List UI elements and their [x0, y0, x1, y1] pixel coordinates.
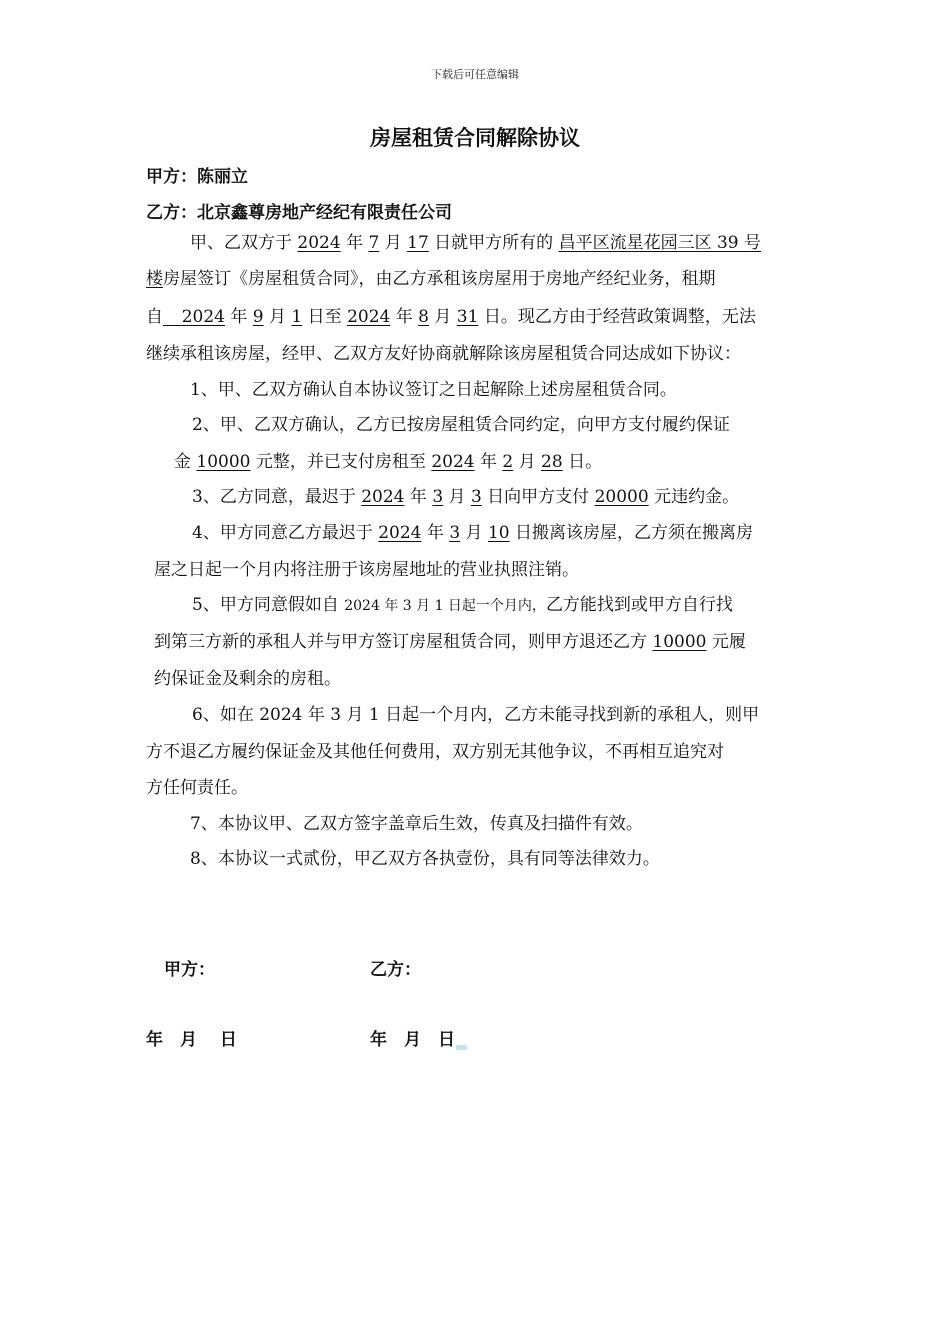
- text: 元履: [706, 632, 746, 652]
- rent-paid-year: 2024: [431, 452, 475, 472]
- text: 自: [146, 307, 163, 327]
- text: 日。现乙方由于经营政策调整，无法: [478, 307, 756, 327]
- header-note: 下载后可任意编辑: [431, 68, 519, 81]
- clause-8: 8、本协议一式贰份，甲乙双方各执壹份，具有同等法律效力。: [190, 849, 660, 869]
- sign-year: 2024: [297, 233, 341, 253]
- party-a-date: 年 月 日: [146, 1030, 237, 1050]
- text: 月: [460, 523, 488, 543]
- text: 金: [174, 452, 197, 472]
- sign-month: 7: [368, 233, 380, 253]
- text: 年: [421, 523, 450, 543]
- clause-5-line-3: 约保证金及剩余的房租。: [154, 669, 341, 689]
- party-b-signature-label: 乙方：: [370, 960, 421, 980]
- clause-6-line-3: 方任何责任。: [146, 778, 248, 798]
- penalty-month: 3: [432, 487, 444, 507]
- clause-4-line-1: [192, 521, 753, 545]
- text: 5、甲方同意假如自: [192, 595, 345, 615]
- text: 月: [443, 487, 471, 507]
- value: 2024: [181, 307, 225, 327]
- party-b-line: 乙方：北京鑫尊房地产经纪有限责任公司: [146, 203, 452, 223]
- clause-6-line-2: 方不退乙方履约保证金及其他任何费用，双方别无其他争议，不再相互追究对: [146, 742, 724, 762]
- lease-start-month: 9: [252, 307, 264, 327]
- text: 日向甲方支付: [481, 487, 595, 507]
- lease-end-year: 2024: [347, 307, 391, 327]
- text: 元整，并已支付房租至: [250, 452, 432, 472]
- intro-line-2: [146, 267, 716, 291]
- text: 月: [428, 307, 457, 327]
- text: 日至: [302, 307, 348, 327]
- text: 房屋签订《房屋租赁合同》，由乙方承租该房屋用于房地产经纪业务，租期: [163, 269, 716, 289]
- property-address: 昌平区流星花园三区 39 号: [558, 233, 762, 253]
- text: 日搬离该房屋，乙方须在搬离房: [509, 523, 753, 543]
- text: 年: [390, 307, 419, 327]
- clause-5-line-1: [192, 593, 733, 618]
- intro-line-4: 继续承租该房屋，经甲、乙双方友好协商就解除该房屋租赁合同达成如下协议：: [146, 344, 741, 364]
- clause-7: 7、本协议甲、乙双方签字盖章后生效，传真及扫描件有效。: [190, 814, 643, 834]
- party-a-signature-label: 甲方：: [164, 960, 215, 980]
- refund-amount: 10000: [652, 632, 707, 652]
- party-b-date: [370, 1025, 467, 1050]
- lease-end-month: 8: [418, 307, 429, 327]
- text: 年: [340, 233, 369, 253]
- text: 年: [404, 487, 433, 507]
- text: 日。: [562, 452, 603, 472]
- lease-start-day: 1: [291, 307, 303, 327]
- move-out-month: 3: [449, 523, 461, 543]
- property-address-cont: 楼: [146, 269, 163, 289]
- text: 元违约金。: [648, 487, 740, 507]
- text: 年: [224, 307, 253, 327]
- lease-start-year: [163, 307, 225, 327]
- text: 到第三方新的承租人并与甲方签订房屋租赁合同，则甲方退还乙方: [154, 632, 653, 652]
- move-out-year: 2024: [378, 523, 422, 543]
- intro-line-1: [190, 231, 761, 255]
- deposit-amount: 10000: [196, 452, 251, 472]
- clause-2-line-2: [174, 450, 602, 474]
- text: 甲、乙双方于: [190, 233, 298, 253]
- text-cursor-mark: [456, 1045, 467, 1050]
- clause-3: [192, 485, 739, 509]
- clause-1: 1、甲、乙双方确认自本协议签订之日起解除上述房屋租赁合同。: [190, 380, 677, 400]
- text: 月: [513, 452, 542, 472]
- clause-4-line-2: 屋之日起一个月内将注册于该房屋地址的营业执照注销。: [154, 560, 579, 580]
- intro-line-3: [146, 305, 756, 329]
- clause-5-line-2: [154, 630, 746, 654]
- text: 年: [474, 452, 503, 472]
- document-title: 房屋租赁合同解除协议: [370, 126, 580, 150]
- rent-paid-day: 28: [541, 452, 563, 472]
- penalty-year: 2024: [361, 487, 405, 507]
- text-small: 2024 年 3 月 1 日起一个月内，: [344, 598, 546, 614]
- text: 日就甲方所有的: [428, 233, 559, 253]
- penalty-amount: 20000: [594, 487, 649, 507]
- text: 4、甲方同意乙方最迟于: [192, 523, 379, 543]
- rent-paid-month: 2: [502, 452, 514, 472]
- text: 3、乙方同意，最迟于: [192, 487, 362, 507]
- penalty-day: 3: [470, 487, 482, 507]
- move-out-day: 10: [487, 523, 510, 543]
- clause-6-line-1: 6、如在 2024 年 3 月 1 日起一个月内，乙方未能寻找到新的承租人，则甲: [192, 705, 760, 725]
- text: 乙方能找到或甲方自行找: [545, 595, 733, 615]
- party-b-date-text: 年 月 日: [370, 1030, 455, 1050]
- party-a-line: 甲方：陈丽立: [146, 167, 248, 187]
- text: 月: [263, 307, 292, 327]
- lease-end-day: 31: [456, 307, 479, 327]
- sign-day: 17: [407, 233, 429, 253]
- clause-2-line-1: 2、甲、乙双方确认，乙方已按房屋租赁合同约定，向甲方支付履约保证: [192, 415, 730, 435]
- text: 月: [379, 233, 408, 253]
